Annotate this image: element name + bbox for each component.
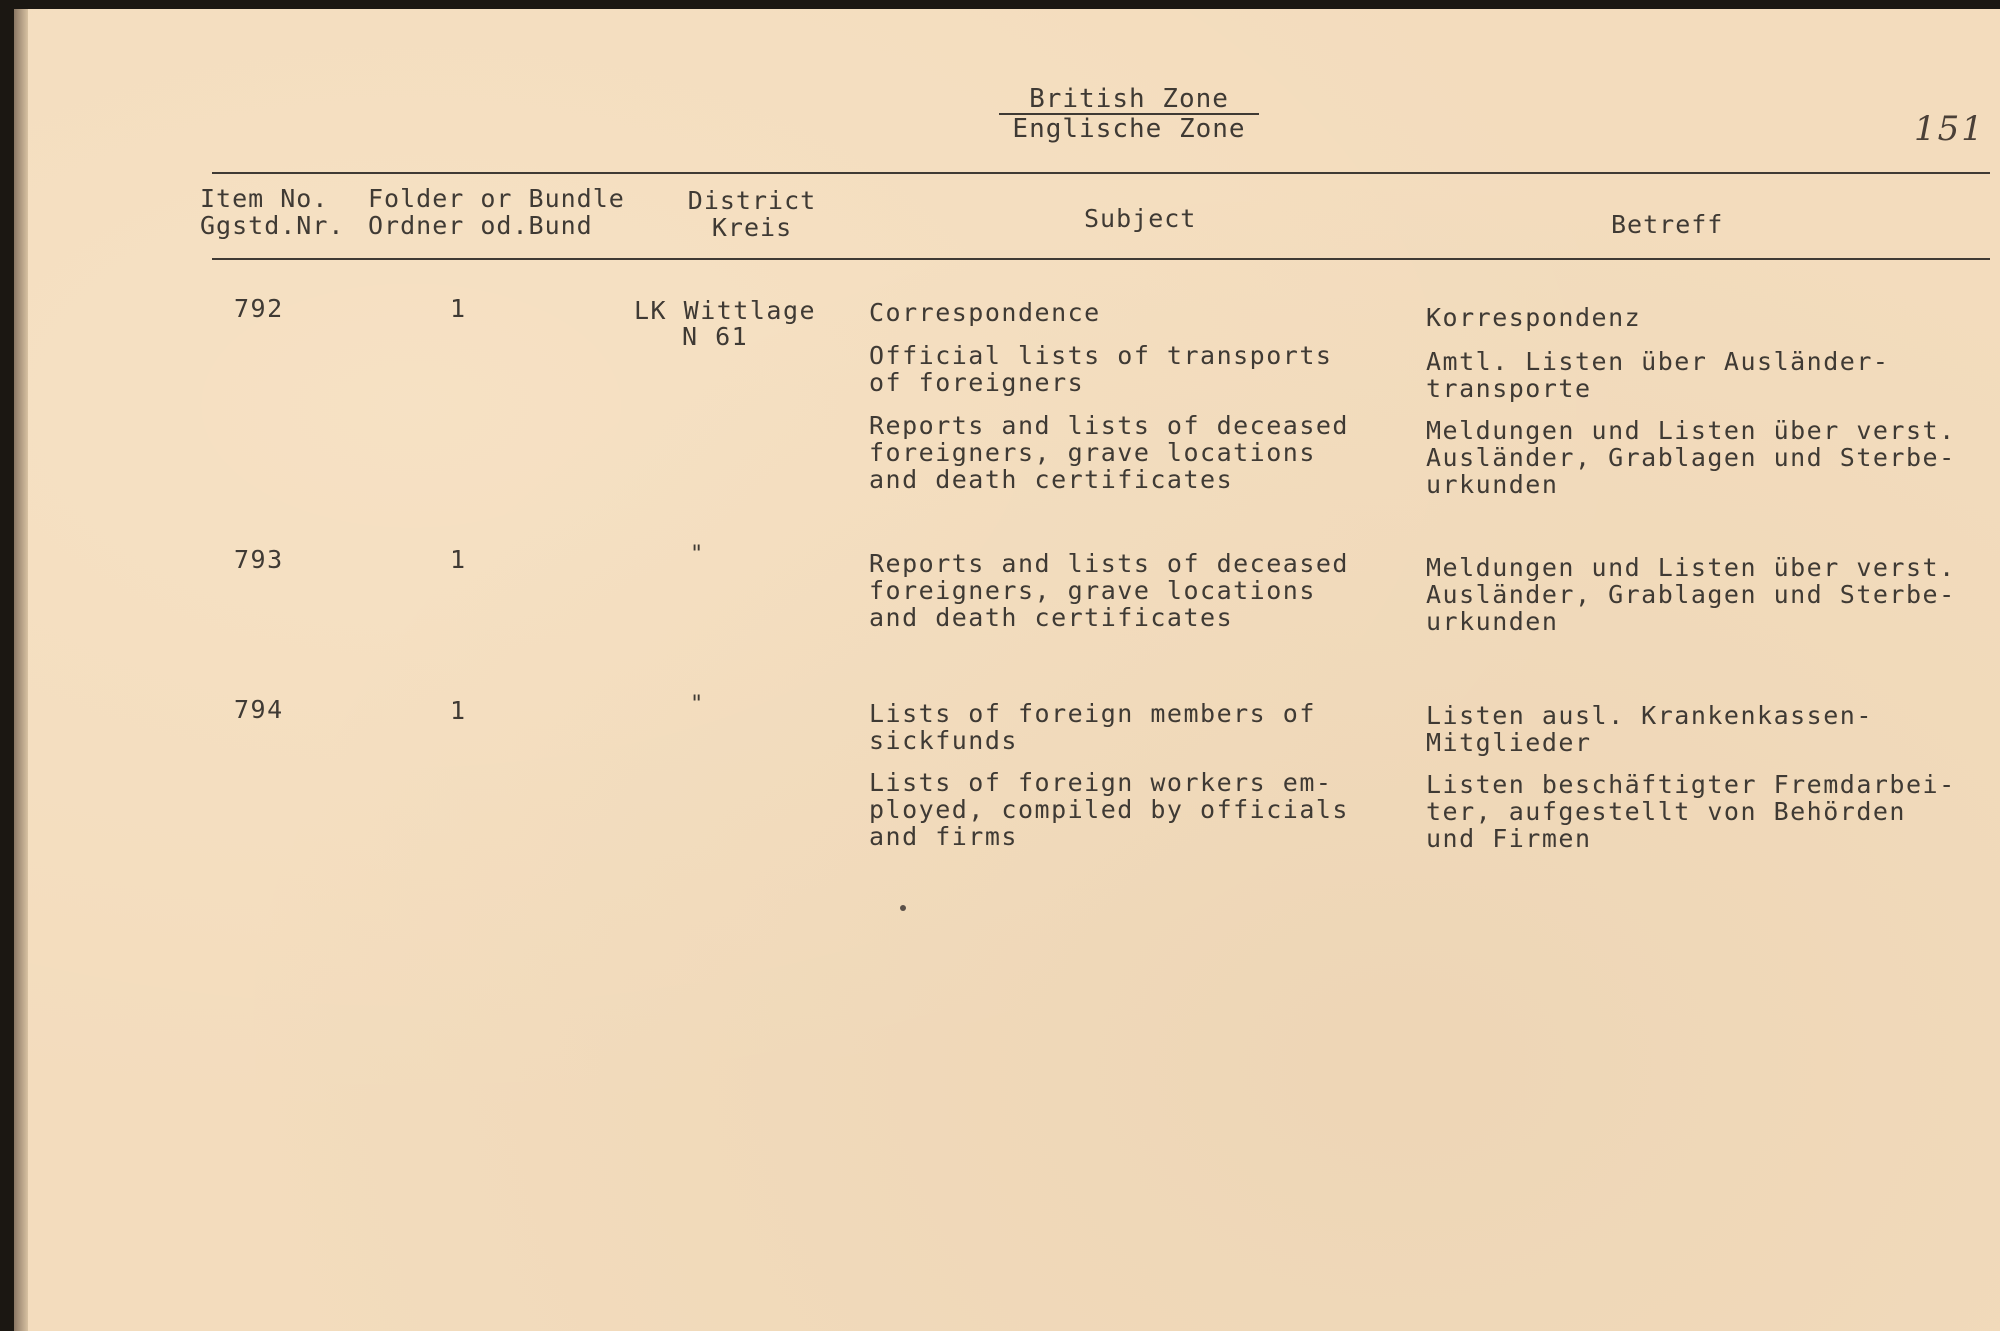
col-header-item-en: Item No. [200, 184, 329, 213]
item-792-subject-3 [869, 412, 1349, 493]
betreff-line: Mitglieder [1426, 728, 1592, 757]
betreff-line: urkunden [1426, 470, 1559, 499]
item-794-subject-2 [869, 769, 1349, 850]
zone-title [999, 85, 1259, 143]
header-top-rule [212, 172, 1990, 174]
betreff-line: Korrespondenz [1426, 303, 1642, 332]
item-792-folder: 1 [450, 294, 467, 323]
page-number: 151 [1914, 109, 1985, 149]
subject-line: Official lists of transports [869, 341, 1333, 370]
col-header-item [200, 185, 344, 239]
subject-line: Lists of foreign workers em- [869, 768, 1333, 797]
item-794-subject-1 [869, 700, 1316, 754]
col-header-district-en: District [687, 186, 817, 215]
col-header-district [686, 187, 818, 241]
item-794-number: 794 [234, 695, 284, 724]
item-792-betreff-1 [1426, 304, 1641, 331]
betreff-line: Listen beschäftigter Fremdarbei- [1426, 770, 1956, 799]
item-794-folder: 1 [450, 696, 467, 725]
item-793-betreff-1 [1426, 554, 1956, 635]
item-793-number: 793 [234, 545, 284, 574]
item-794-district-ditto: " [690, 692, 705, 717]
item-793-subject-1 [869, 550, 1349, 631]
item-794-betreff-2 [1426, 771, 1956, 852]
betreff-line: Listen ausl. Krankenkassen- [1426, 701, 1873, 730]
col-header-district-de: Kreis [711, 213, 793, 242]
zone-title-german: Englische Zone [999, 113, 1259, 143]
betreff-line: Amtl. Listen über Ausländer- [1426, 347, 1890, 376]
col-header-folder [368, 185, 625, 239]
col-header-folder-de: Ordner od.Bund [368, 211, 593, 240]
item-792-betreff-2 [1426, 348, 1889, 402]
subject-line: ployed, compiled by officials [869, 795, 1349, 824]
ink-speck [900, 905, 906, 911]
subject-line: and death certificates [869, 465, 1234, 494]
betreff-line: Ausländer, Grablagen und Sterbe- [1426, 580, 1956, 609]
binding-edge [14, 9, 28, 1331]
betreff-line: transporte [1426, 374, 1592, 403]
subject-line: and firms [869, 822, 1018, 851]
col-header-subject: Subject [1084, 204, 1197, 233]
betreff-line: Meldungen und Listen über verst. [1426, 416, 1956, 445]
zone-title-english: British Zone [1029, 84, 1229, 114]
col-header-folder-en: Folder or Bundle [368, 184, 625, 213]
ledger-page [14, 9, 2000, 1331]
item-792-district: LK Wittlage [634, 296, 817, 325]
subject-line: sickfunds [869, 726, 1018, 755]
betreff-line: Ausländer, Grablagen und Sterbe- [1426, 443, 1956, 472]
header-bottom-rule [212, 258, 1990, 260]
item-792-subject-1 [869, 299, 1101, 326]
item-793-folder: 1 [450, 545, 467, 574]
subject-line: and death certificates [869, 603, 1234, 632]
subject-line: Reports and lists of deceased [869, 411, 1349, 440]
betreff-line: Meldungen und Listen über verst. [1426, 553, 1956, 582]
item-794-betreff-1 [1426, 702, 1873, 756]
item-792-betreff-3 [1426, 417, 1956, 498]
subject-line: Reports and lists of deceased [869, 549, 1349, 578]
subject-line: Lists of foreign members of [869, 699, 1316, 728]
item-792-number: 792 [234, 294, 284, 323]
betreff-line: und Firmen [1426, 824, 1592, 853]
subject-line: of foreigners [869, 368, 1085, 397]
subject-line: Correspondence [869, 298, 1101, 327]
col-header-betreff: Betreff [1611, 210, 1724, 239]
betreff-line: urkunden [1426, 607, 1559, 636]
item-792-subject-2 [869, 342, 1332, 396]
subject-line: foreigners, grave locations [869, 576, 1316, 605]
subject-line: foreigners, grave locations [869, 438, 1316, 467]
item-793-district-ditto: " [690, 542, 705, 567]
item-792-district-code: N 61 [682, 322, 749, 351]
betreff-line: ter, aufgestellt von Behörden [1426, 797, 1906, 826]
col-header-item-de: Ggstd.Nr. [200, 211, 345, 240]
